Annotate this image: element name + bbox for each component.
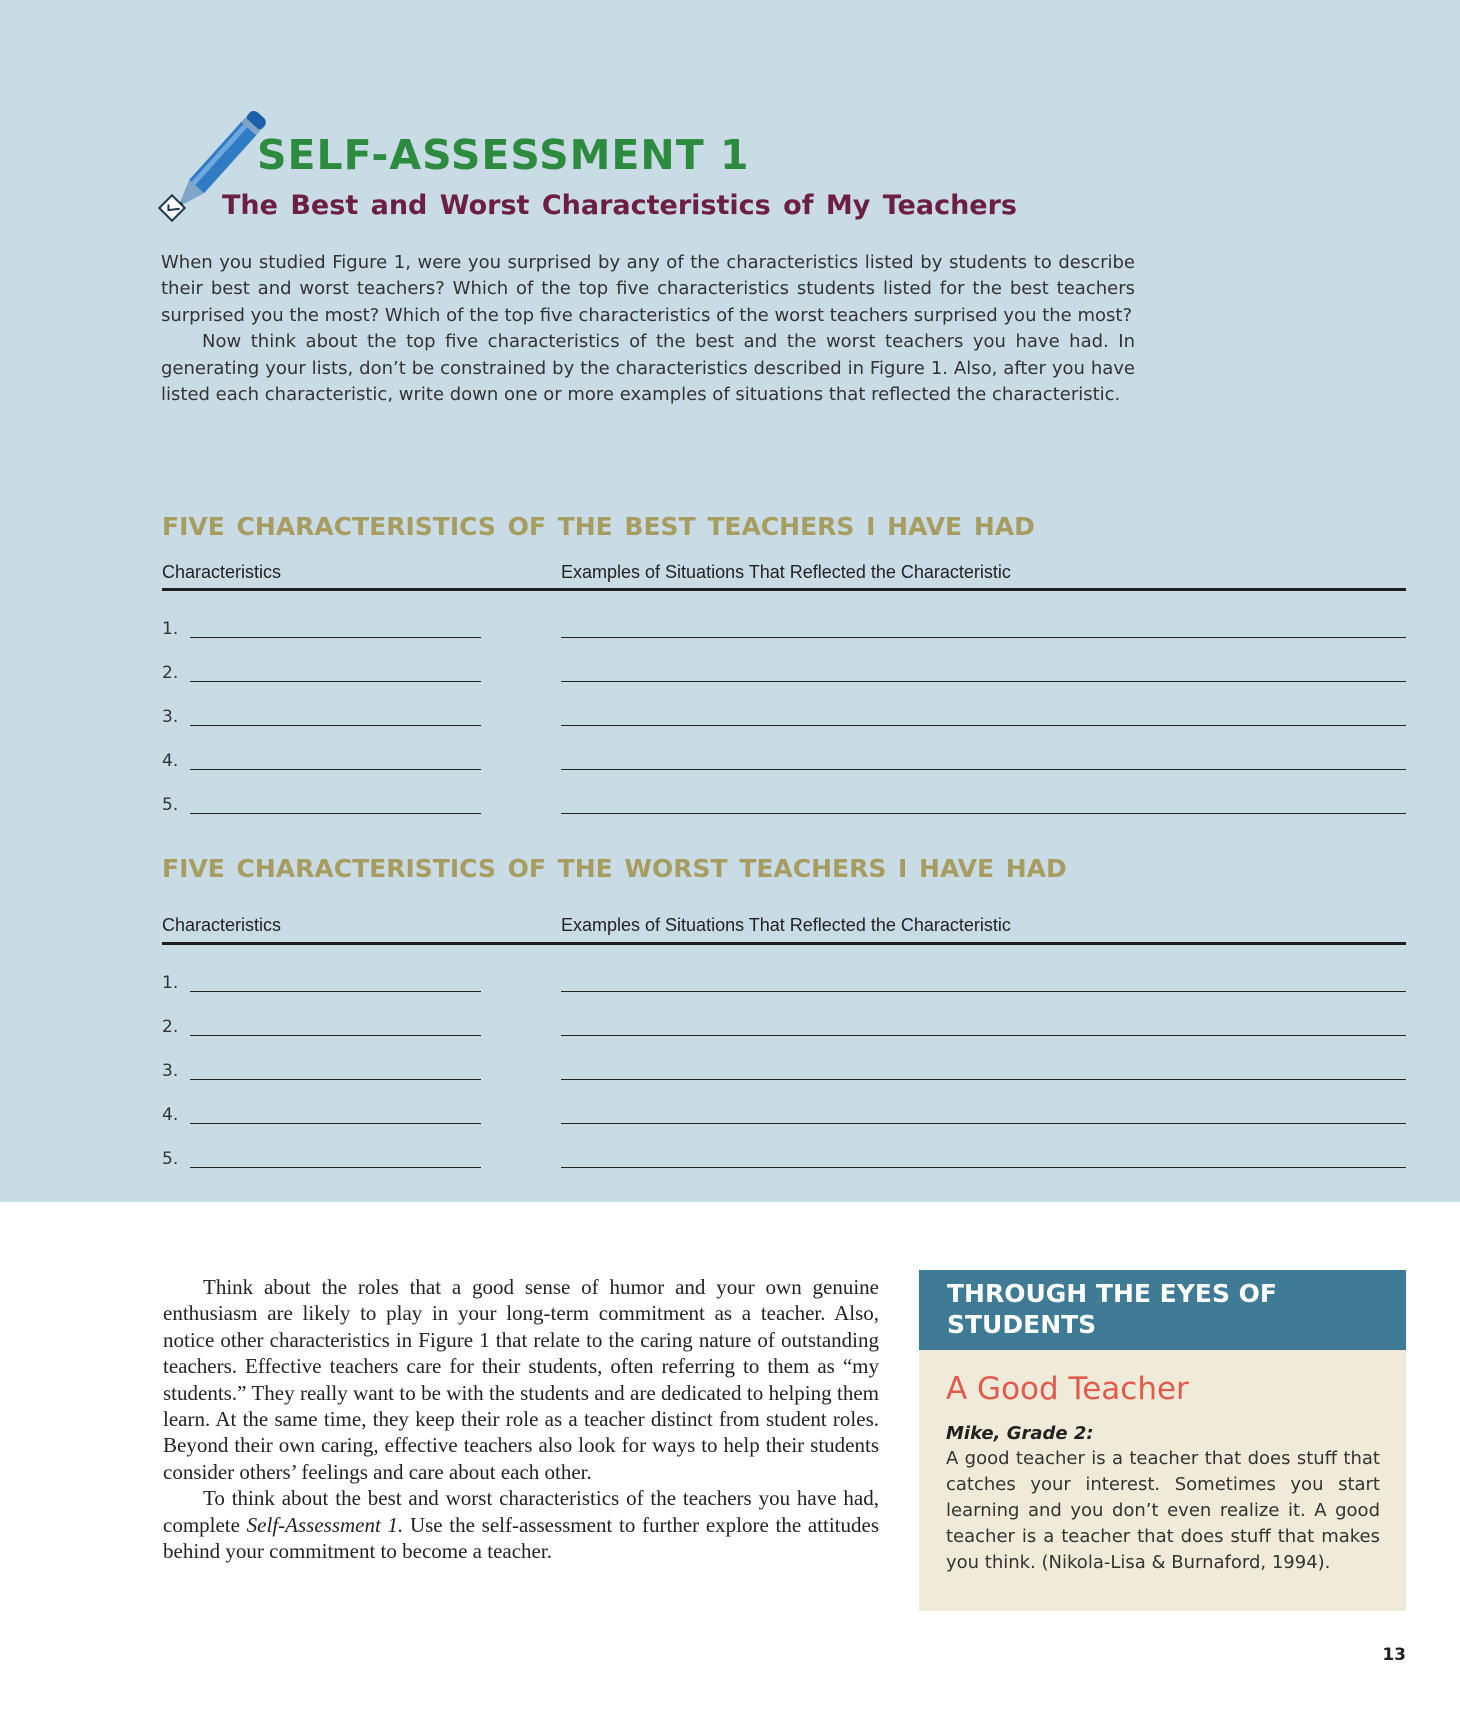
row-number: 3. <box>162 1061 179 1081</box>
characteristic-input-line[interactable] <box>190 681 481 682</box>
best-teachers-heading: FIVE CHARACTERISTICS OF THE BEST TEACHERS I HAVE HAD <box>162 512 1035 541</box>
row-number: 3. <box>162 707 179 727</box>
sidebar-header-title: THROUGH THE EYES OF STUDENTS <box>947 1279 1277 1339</box>
row-number: 2. <box>162 1017 179 1037</box>
characteristic-input-line[interactable] <box>190 1035 481 1036</box>
self-assessment-title: SELF-ASSESSMENT 1 <box>257 131 750 179</box>
body-paragraph <box>163 1485 879 1564</box>
body-paragraph-text: To think about the best and worst characteristics of the teachers you have had, complete <box>163 1486 879 1537</box>
characteristic-input-line[interactable] <box>190 1167 481 1168</box>
sidebar-title: A Good Teacher <box>946 1371 1189 1407</box>
row-number: 4. <box>162 751 179 771</box>
self-assessment-subtitle: The Best and Worst Characteristics of My Teachers <box>222 190 1017 221</box>
intro-paragraph: When you studied Figure 1, were you surprised by any of the characteristics listed by students to describe their best and worst teachers? Which of the top five characteristics students listed for the best teachers surprised you the most? Which of the top five characteristics of the worst teachers surprised you the most? <box>161 252 1135 326</box>
characteristic-input-line[interactable] <box>190 1123 481 1124</box>
sidebar-header <box>919 1270 1406 1350</box>
body-text <box>163 1274 879 1564</box>
characteristic-input-line[interactable] <box>190 637 481 638</box>
row-number: 4. <box>162 1105 179 1125</box>
body-paragraph-text: Use the self-assessment to further explore the attitudes behind your commitment to become a teacher. <box>163 1512 879 1564</box>
example-input-line[interactable] <box>561 991 1406 992</box>
body-paragraph: Think about the roles that a good sense of humor and your own genuine enthusiasm are likely to play in your long-term commitment as a teacher. Also, notice other characteristics in Figure 1 that relate to the caring nature of outstanding teachers. Effective teachers care for their students, often referring to them as “my students.” They really want to be with the students and are dedicated to helping them learn. At the same time, they keep their role as a teacher distinct from student roles. Beyond their own caring, effective teachers also look for ways to help their students consider others’ feelings and care about each other. <box>163 1275 879 1484</box>
examples-column-header: Examples of Situations That Reflected the Characteristic <box>561 562 1011 582</box>
self-assessment-reference: Self-Assessment 1. <box>246 1512 404 1537</box>
sidebar-speaker: Mike, Grade 2: <box>946 1423 1094 1444</box>
examples-column-header: Examples of Situations That Reflected the Characteristic <box>561 915 1011 935</box>
row-number: 5. <box>162 795 179 815</box>
example-input-line[interactable] <box>561 813 1406 814</box>
characteristic-input-line[interactable] <box>190 991 481 992</box>
intro-paragraph: Now think about the top five characteristics of the best and the worst teachers you have had. In generating your lists, don’t be constrained by the characteristics described in Figure 1. Also, after you have listed each characteristic, write down one or more examples of situations that reflected the characteristic. <box>161 331 1135 406</box>
example-input-line[interactable] <box>561 1123 1406 1124</box>
characteristics-column-header: Characteristics <box>162 562 282 582</box>
example-input-line[interactable] <box>561 725 1406 726</box>
example-input-line[interactable] <box>561 1079 1406 1080</box>
intro-text <box>161 250 1135 408</box>
example-input-line[interactable] <box>561 1167 1406 1168</box>
characteristic-input-line[interactable] <box>190 769 481 770</box>
characteristic-input-line[interactable] <box>190 813 481 814</box>
characteristics-column-header: Characteristics <box>162 915 282 935</box>
example-input-line[interactable] <box>561 681 1406 682</box>
sidebar-quote: A good teacher is a teacher that does stuff that catches your interest. Sometimes you start learning and you don’t even realize it. A good teacher is a teacher that does stuff that makes you think. (Nikola-Lisa & Burnaford, 1994). <box>946 1448 1380 1573</box>
table-divider <box>162 942 1406 945</box>
worst-teachers-heading: FIVE CHARACTERISTICS OF THE WORST TEACHERS I HAVE HAD <box>162 854 1067 883</box>
characteristic-input-line[interactable] <box>190 725 481 726</box>
row-number: 2. <box>162 663 179 683</box>
row-number: 1. <box>162 973 179 993</box>
table-divider <box>162 588 1406 591</box>
example-input-line[interactable] <box>561 769 1406 770</box>
example-input-line[interactable] <box>561 1035 1406 1036</box>
characteristic-input-line[interactable] <box>190 1079 481 1080</box>
example-input-line[interactable] <box>561 637 1406 638</box>
page-number: 13 <box>1382 1645 1406 1665</box>
row-number: 1. <box>162 619 179 639</box>
row-number: 5. <box>162 1149 179 1169</box>
sidebar-body <box>919 1350 1406 1611</box>
